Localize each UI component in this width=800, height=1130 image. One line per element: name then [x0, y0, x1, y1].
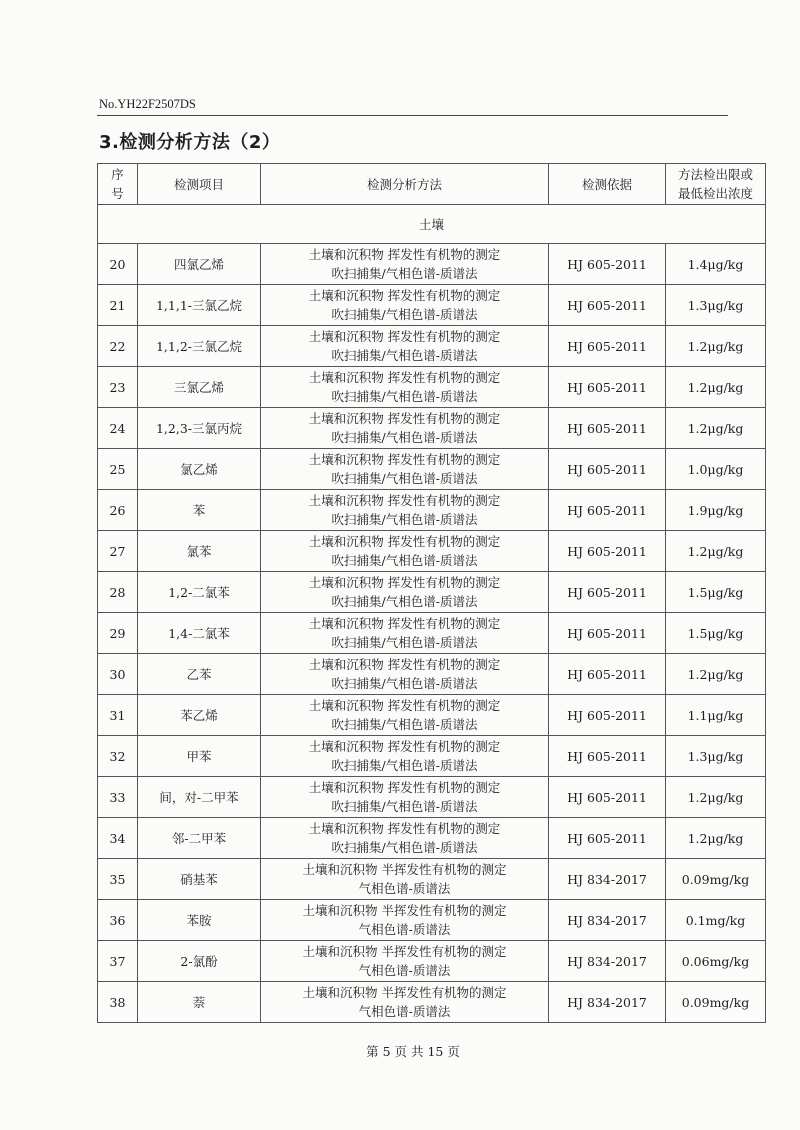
row-item: 1,1,1-三氯乙烷 [138, 285, 261, 326]
header-seq-line1: 序 [111, 167, 124, 182]
header-basis: 检测依据 [549, 164, 666, 205]
table-header-row [98, 164, 766, 205]
row-limit: 0.06mg/kg [666, 941, 766, 982]
row-number: 37 [98, 941, 138, 982]
row-method-line2: 吹扫捕集/气相色谱-质谱法 [331, 471, 478, 486]
row-method-line2: 吹扫捕集/气相色谱-质谱法 [331, 594, 478, 609]
row-method-line2: 吹扫捕集/气相色谱-质谱法 [331, 676, 478, 691]
row-basis: HJ 605-2011 [549, 818, 666, 859]
row-number: 32 [98, 736, 138, 777]
row-method-line2: 气相色谱-质谱法 [358, 881, 451, 896]
row-method-line2: 吹扫捕集/气相色谱-质谱法 [331, 553, 478, 568]
table-row [98, 490, 766, 531]
row-item: 1,2,3-三氯丙烷 [138, 408, 261, 449]
category-row [98, 205, 766, 244]
row-number: 30 [98, 654, 138, 695]
row-method-line1: 土壤和沉积物 挥发性有机物的测定 [308, 370, 501, 385]
row-number: 26 [98, 490, 138, 531]
row-method [261, 326, 549, 367]
row-number: 38 [98, 982, 138, 1023]
row-method-line1: 土壤和沉积物 挥发性有机物的测定 [308, 739, 501, 754]
row-basis: HJ 605-2011 [549, 613, 666, 654]
row-basis: HJ 605-2011 [549, 285, 666, 326]
row-limit: 1.1μg/kg [666, 695, 766, 736]
row-number: 33 [98, 777, 138, 818]
row-item: 1,4-二氯苯 [138, 613, 261, 654]
table-row [98, 695, 766, 736]
row-method [261, 695, 549, 736]
row-method-line2: 气相色谱-质谱法 [358, 963, 451, 978]
table-row [98, 449, 766, 490]
row-method [261, 367, 549, 408]
row-item: 四氯乙烯 [138, 244, 261, 285]
header-limit [666, 164, 766, 205]
row-method-line2: 吹扫捕集/气相色谱-质谱法 [331, 840, 478, 855]
row-basis: HJ 605-2011 [549, 531, 666, 572]
row-number: 29 [98, 613, 138, 654]
row-basis: HJ 605-2011 [549, 572, 666, 613]
row-number: 22 [98, 326, 138, 367]
row-method-line1: 土壤和沉积物 挥发性有机物的测定 [308, 575, 501, 590]
row-method [261, 818, 549, 859]
row-method [261, 900, 549, 941]
header-seq [98, 164, 138, 205]
row-method-line1: 土壤和沉积物 挥发性有机物的测定 [308, 821, 501, 836]
header-rule [97, 115, 728, 116]
row-item: 氯苯 [138, 531, 261, 572]
row-basis: HJ 834-2017 [549, 859, 666, 900]
category-label: 土壤 [98, 205, 766, 244]
row-item: 1,1,2-三氯乙烷 [138, 326, 261, 367]
table-row [98, 818, 766, 859]
row-method-line1: 土壤和沉积物 半挥发性有机物的测定 [302, 985, 507, 1000]
row-item: 三氯乙烯 [138, 367, 261, 408]
row-method-line2: 吹扫捕集/气相色谱-质谱法 [331, 389, 478, 404]
row-limit: 1.2μg/kg [666, 326, 766, 367]
row-limit: 1.2μg/kg [666, 654, 766, 695]
row-basis: HJ 834-2017 [549, 900, 666, 941]
row-basis: HJ 605-2011 [549, 654, 666, 695]
row-number: 34 [98, 818, 138, 859]
row-item: 苯 [138, 490, 261, 531]
row-limit: 1.2μg/kg [666, 408, 766, 449]
row-limit: 0.1mg/kg [666, 900, 766, 941]
row-method-line1: 土壤和沉积物 挥发性有机物的测定 [308, 288, 501, 303]
row-basis: HJ 834-2017 [549, 982, 666, 1023]
row-basis: HJ 605-2011 [549, 695, 666, 736]
row-method-line1: 土壤和沉积物 半挥发性有机物的测定 [302, 903, 507, 918]
row-method [261, 613, 549, 654]
row-number: 31 [98, 695, 138, 736]
row-method [261, 531, 549, 572]
row-method-line2: 吹扫捕集/气相色谱-质谱法 [331, 266, 478, 281]
row-method-line1: 土壤和沉积物 挥发性有机物的测定 [308, 616, 501, 631]
header-seq-line2: 号 [111, 186, 124, 201]
row-number: 20 [98, 244, 138, 285]
document-number: No.YH22F2507DS [99, 97, 196, 111]
row-limit: 1.3μg/kg [666, 285, 766, 326]
row-method [261, 408, 549, 449]
table-row [98, 900, 766, 941]
row-number: 24 [98, 408, 138, 449]
row-item: 苯乙烯 [138, 695, 261, 736]
row-method-line1: 土壤和沉积物 挥发性有机物的测定 [308, 329, 501, 344]
row-method [261, 572, 549, 613]
row-method-line1: 土壤和沉积物 挥发性有机物的测定 [308, 493, 501, 508]
table-row [98, 654, 766, 695]
row-method-line2: 吹扫捕集/气相色谱-质谱法 [331, 430, 478, 445]
row-method-line1: 土壤和沉积物 挥发性有机物的测定 [308, 411, 501, 426]
table-row [98, 326, 766, 367]
row-method [261, 859, 549, 900]
row-method-line1: 土壤和沉积物 挥发性有机物的测定 [308, 452, 501, 467]
row-method-line2: 气相色谱-质谱法 [358, 1004, 451, 1019]
row-method-line1: 土壤和沉积物 半挥发性有机物的测定 [302, 944, 507, 959]
row-item: 苯胺 [138, 900, 261, 941]
row-limit: 1.0μg/kg [666, 449, 766, 490]
table-row [98, 941, 766, 982]
table-row [98, 613, 766, 654]
row-item: 间，对-二甲苯 [138, 777, 261, 818]
row-basis: HJ 605-2011 [549, 408, 666, 449]
row-item: 萘 [138, 982, 261, 1023]
row-limit: 1.2μg/kg [666, 777, 766, 818]
row-limit: 0.09mg/kg [666, 859, 766, 900]
header-limit-line1: 方法检出限或 [677, 167, 753, 182]
row-number: 23 [98, 367, 138, 408]
row-method-line1: 土壤和沉积物 挥发性有机物的测定 [308, 534, 501, 549]
header-item: 检测项目 [138, 164, 261, 205]
row-limit: 1.2μg/kg [666, 531, 766, 572]
row-method-line1: 土壤和沉积物 挥发性有机物的测定 [308, 698, 501, 713]
row-limit: 1.3μg/kg [666, 736, 766, 777]
row-method-line2: 吹扫捕集/气相色谱-质谱法 [331, 512, 478, 527]
row-item: 乙苯 [138, 654, 261, 695]
row-item: 2-氯酚 [138, 941, 261, 982]
table-row [98, 244, 766, 285]
row-item: 邻-二甲苯 [138, 818, 261, 859]
row-basis: HJ 605-2011 [549, 244, 666, 285]
row-method [261, 285, 549, 326]
row-number: 21 [98, 285, 138, 326]
row-method-line1: 土壤和沉积物 半挥发性有机物的测定 [302, 862, 507, 877]
row-method [261, 982, 549, 1023]
row-basis: HJ 605-2011 [549, 326, 666, 367]
row-method-line1: 土壤和沉积物 挥发性有机物的测定 [308, 247, 501, 262]
row-method-line2: 吹扫捕集/气相色谱-质谱法 [331, 758, 478, 773]
table-row [98, 859, 766, 900]
header-limit-line2: 最低检出浓度 [677, 186, 753, 201]
row-method-line1: 土壤和沉积物 挥发性有机物的测定 [308, 657, 501, 672]
methods-table [97, 163, 766, 1023]
row-basis: HJ 605-2011 [549, 736, 666, 777]
table-row [98, 982, 766, 1023]
table-row [98, 367, 766, 408]
row-limit: 1.9μg/kg [666, 490, 766, 531]
row-limit: 0.09mg/kg [666, 982, 766, 1023]
row-limit: 1.4μg/kg [666, 244, 766, 285]
row-method-line2: 吹扫捕集/气相色谱-质谱法 [331, 348, 478, 363]
row-method [261, 449, 549, 490]
table-row [98, 531, 766, 572]
row-limit: 1.5μg/kg [666, 613, 766, 654]
row-limit: 1.2μg/kg [666, 367, 766, 408]
table-row [98, 408, 766, 449]
row-item: 硝基苯 [138, 859, 261, 900]
row-number: 28 [98, 572, 138, 613]
row-method-line2: 气相色谱-质谱法 [358, 922, 451, 937]
row-basis: HJ 605-2011 [549, 490, 666, 531]
row-method-line1: 土壤和沉积物 挥发性有机物的测定 [308, 780, 501, 795]
row-method-line2: 吹扫捕集/气相色谱-质谱法 [331, 635, 478, 650]
header-method: 检测分析方法 [261, 164, 549, 205]
row-method [261, 736, 549, 777]
page-footer: 第 5 页 共 15 页 [366, 1044, 460, 1059]
row-basis: HJ 605-2011 [549, 367, 666, 408]
row-method-line2: 吹扫捕集/气相色谱-质谱法 [331, 717, 478, 732]
row-number: 36 [98, 900, 138, 941]
row-item: 甲苯 [138, 736, 261, 777]
table-row [98, 777, 766, 818]
row-method [261, 490, 549, 531]
row-method [261, 777, 549, 818]
row-number: 35 [98, 859, 138, 900]
row-number: 25 [98, 449, 138, 490]
row-basis: HJ 605-2011 [549, 777, 666, 818]
table-row [98, 736, 766, 777]
row-method [261, 244, 549, 285]
section-title: 3.检测分析方法（2） [99, 132, 281, 153]
table-row [98, 572, 766, 613]
row-limit: 1.2μg/kg [666, 818, 766, 859]
row-method [261, 941, 549, 982]
row-basis: HJ 605-2011 [549, 449, 666, 490]
row-item: 氯乙烯 [138, 449, 261, 490]
row-method-line2: 吹扫捕集/气相色谱-质谱法 [331, 307, 478, 322]
table-row [98, 285, 766, 326]
row-method-line2: 吹扫捕集/气相色谱-质谱法 [331, 799, 478, 814]
row-item: 1,2-二氯苯 [138, 572, 261, 613]
row-method [261, 654, 549, 695]
row-basis: HJ 834-2017 [549, 941, 666, 982]
row-limit: 1.5μg/kg [666, 572, 766, 613]
row-number: 27 [98, 531, 138, 572]
